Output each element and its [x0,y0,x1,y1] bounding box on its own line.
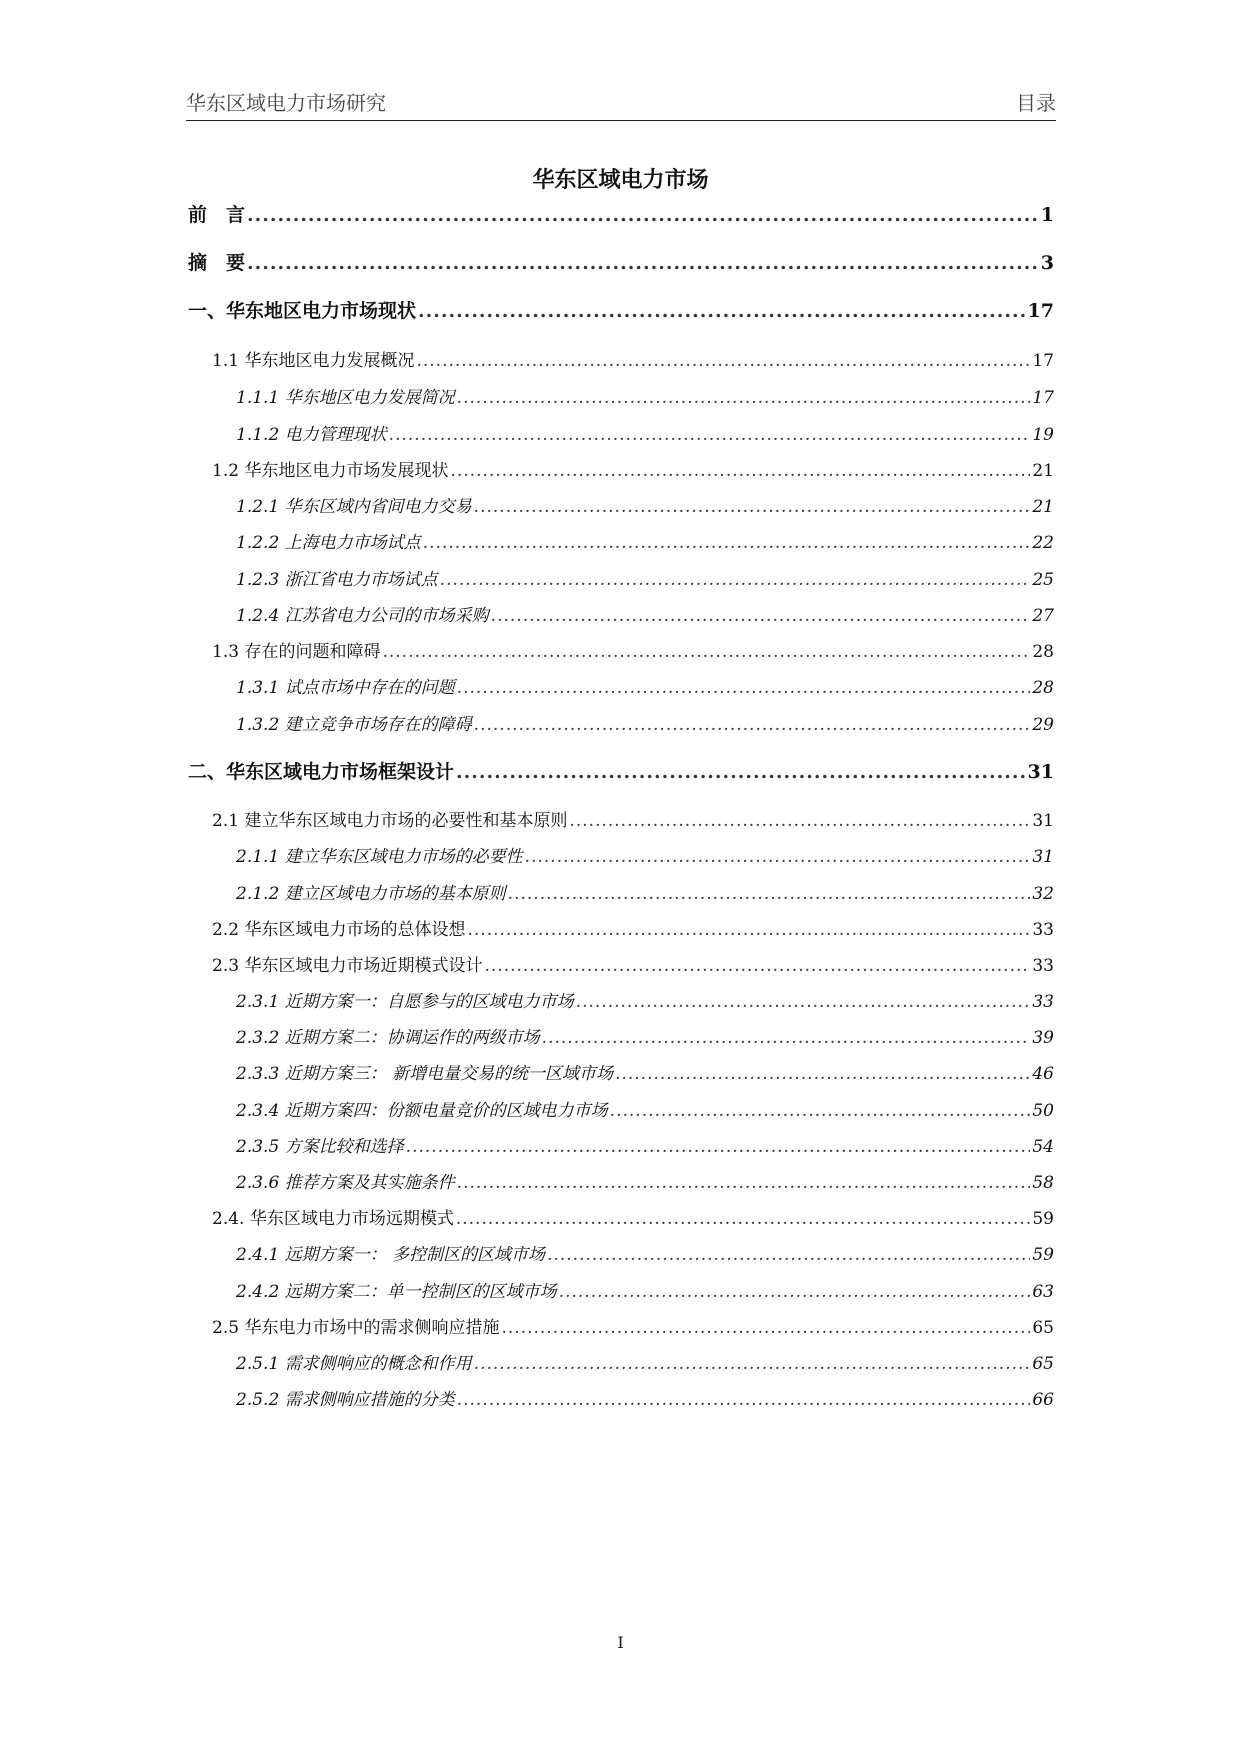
toc-entry-page: 33 [1032,920,1054,940]
toc-leader-dots [457,1390,1031,1410]
toc-entry-page: 66 [1032,1390,1054,1410]
toc-entry-label: 2.2 华东区域电力市场的总体设想 [212,920,466,940]
toc-entry-page: 21 [1032,461,1054,481]
toc-entry-page: 29 [1032,715,1054,735]
toc-entry[interactable] [212,806,1054,831]
toc-entry[interactable] [236,565,1054,590]
toc-entry-label: 1.3 存在的问题和障碍 [212,642,381,662]
toc-entry[interactable] [236,492,1054,517]
page-header [186,86,1056,121]
toc-entry-page: 1 [1040,204,1054,226]
toc-entry-page: 22 [1032,533,1054,553]
toc-leader-dots [418,300,1026,322]
toc-leader-dots [501,1318,1030,1338]
toc-entry-page: 59 [1032,1245,1054,1265]
toc-leader-dots [491,606,1031,626]
toc-entry-page: 17 [1032,388,1054,408]
toc-entry-page: 65 [1032,1318,1054,1338]
toc-leader-dots [474,497,1031,517]
toc-entry[interactable] [236,842,1054,867]
toc-entry-page: 50 [1032,1101,1054,1121]
toc-leader-dots [456,1209,1031,1229]
toc-entry-label: 1.3.2 建立竞争市场存在的障碍 [236,715,472,735]
toc-entry[interactable] [236,710,1054,735]
toc-entry[interactable] [236,1349,1054,1374]
toc-entry-page: 27 [1032,606,1054,626]
toc-entry-label: 2.5 华东电力市场中的需求侧响应措施 [212,1318,500,1338]
toc-entry-label: 2.5.1 需求侧响应的概念和作用 [236,1354,472,1374]
toc-entry-label: 2.3.5 方案比较和选择 [236,1137,404,1157]
toc-entry-page: 31 [1032,847,1054,867]
toc-entry-label: 1.2.1 华东区域内省间电力交易 [236,497,472,517]
toc-entry[interactable] [188,757,1054,784]
toc-entry-label: 2.3.3 近期方案三： 新增电量交易的统一区域市场 [236,1064,614,1084]
toc-entry-label: 2.4.2 远期方案二：单一控制区的区域市场 [236,1282,557,1302]
toc-entry-label: 摘 要 [188,252,246,274]
toc-entry-label: 1.2.3 浙江省电力市场试点 [236,570,438,590]
toc-entry[interactable] [236,1059,1054,1084]
toc-entry[interactable] [188,200,1054,227]
toc-entry-page: 46 [1032,1064,1054,1084]
toc-entry[interactable] [236,1096,1054,1121]
page-number: I [617,1633,624,1652]
toc-entry[interactable] [236,420,1054,445]
toc-entry-page: 19 [1032,425,1054,445]
toc-entry-page: 33 [1032,956,1054,976]
toc-entry-page: 21 [1032,497,1054,517]
toc-entry-label: 2.3.2 近期方案二：协调运作的两级市场 [236,1028,540,1048]
toc-entry-label: 2.1.1 建立华东区域电力市场的必要性 [236,847,523,867]
toc-leader-dots [559,1282,1031,1302]
toc-entry-page: 31 [1032,811,1054,831]
toc-entry[interactable] [212,456,1054,481]
toc-entry[interactable] [212,637,1054,662]
toc-entry-page: 58 [1032,1173,1054,1193]
toc-entry-page: 39 [1032,1028,1054,1048]
toc-entry-label: 1.1.1 华东地区电力发展简况 [236,388,455,408]
toc-leader-dots [416,351,1030,371]
toc-entry-label: 2.5.2 需求侧响应措施的分类 [236,1390,455,1410]
toc-entry-page: 17 [1032,351,1054,371]
toc-entry-label: 1.2.2 上海电力市场试点 [236,533,421,553]
toc-entry[interactable] [236,1168,1054,1193]
toc-entry-label: 1.1 华东地区电力发展概况 [212,351,415,371]
toc-entry[interactable] [188,248,1054,275]
toc-entry[interactable] [236,987,1054,1012]
toc-leader-dots [610,1101,1031,1121]
toc-entry[interactable] [212,346,1054,371]
toc-entry-label: 二、华东区域电力市场框架设计 [188,761,455,783]
page-title: 华东区域电力市场 [532,167,709,193]
toc-entry-label: 2.1 建立华东区域电力市场的必要性和基本原则 [212,811,568,831]
toc-leader-dots [569,811,1030,831]
toc-entry-label: 2.3.6 推荐方案及其实施条件 [236,1173,455,1193]
toc-entry[interactable] [236,1385,1054,1410]
toc-leader-dots [547,1245,1030,1265]
toc-leader-dots [474,715,1031,735]
toc-entry-label: 2.4. 华东区域电力市场远期模式 [212,1209,454,1229]
toc-entry-label: 2.3.4 近期方案四：份额电量竞价的区域电力市场 [236,1101,608,1121]
toc-entry-page: 17 [1027,300,1054,322]
toc-leader-dots [450,461,1030,481]
toc-entry-page: 59 [1032,1209,1054,1229]
toc-leader-dots [457,1173,1031,1193]
toc-entry-label: 1.1.2 电力管理现状 [236,425,387,445]
toc-entry-label: 1.2 华东地区电力市场发展现状 [212,461,449,481]
toc-entry-page: 31 [1027,761,1054,783]
toc-leader-dots [406,1137,1031,1157]
toc-entry[interactable] [236,673,1054,698]
toc-entry-label: 一、华东地区电力市场现状 [188,300,417,322]
toc-entry[interactable] [236,1277,1054,1302]
toc-entry-page: 25 [1032,570,1054,590]
toc-entry[interactable] [212,1313,1054,1338]
toc-leader-dots [389,425,1031,445]
toc-leader-dots [440,570,1031,590]
toc-entry-page: 32 [1032,884,1054,904]
toc-entry[interactable] [212,915,1054,940]
header-document-title: 华东区域电力市场研究 [186,91,386,115]
toc-entry[interactable] [236,1132,1054,1157]
toc-entry-page: 54 [1032,1137,1054,1157]
toc-entry[interactable] [236,601,1054,626]
toc-leader-dots [576,992,1031,1012]
toc-entry-label: 1.2.4 江苏省电力公司的市场采购 [236,606,489,626]
toc-entry-page: 28 [1032,678,1054,698]
toc-leader-dots [615,1064,1030,1084]
header-section-name: 目录 [1016,91,1056,115]
toc-leader-dots [423,533,1031,553]
toc-leader-dots [457,678,1031,698]
toc-leader-dots [467,920,1030,940]
toc-entry-page: 3 [1040,252,1054,274]
toc-leader-dots [484,956,1030,976]
toc-entry-page: 33 [1032,992,1054,1012]
toc-leader-dots [525,847,1031,867]
toc-entry[interactable] [212,951,1054,976]
toc-entry-label: 1.3.1 试点市场中存在的问题 [236,678,455,698]
toc-leader-dots [247,252,1039,274]
toc-entry-label: 2.4.1 远期方案一： 多控制区的区域市场 [236,1245,546,1265]
toc-leader-dots [247,204,1039,226]
toc-entry-page: 63 [1032,1282,1054,1302]
toc-entry[interactable] [236,383,1054,408]
toc-leader-dots [474,1354,1031,1374]
toc-leader-dots [457,388,1031,408]
toc-entry-label: 2.3.1 近期方案一：自愿参与的区域电力市场 [236,992,574,1012]
toc-entry[interactable] [236,879,1054,904]
toc-entry-page: 28 [1032,642,1054,662]
toc-entry-label: 前 言 [188,204,246,226]
toc-leader-dots [382,642,1030,662]
toc-leader-dots [456,761,1026,783]
toc-entry-label: 2.3 华东区域电力市场近期模式设计 [212,956,483,976]
toc-entry[interactable] [236,1023,1054,1048]
toc-entry-page: 65 [1032,1354,1054,1374]
toc-leader-dots [542,1028,1031,1048]
toc-entry-label: 2.1.2 建立区域电力市场的基本原则 [236,884,506,904]
toc-entry[interactable] [212,1204,1054,1229]
toc-leader-dots [508,884,1031,904]
toc-entry[interactable] [236,528,1054,553]
toc-entry[interactable] [188,296,1054,323]
toc-entry[interactable] [236,1240,1054,1265]
